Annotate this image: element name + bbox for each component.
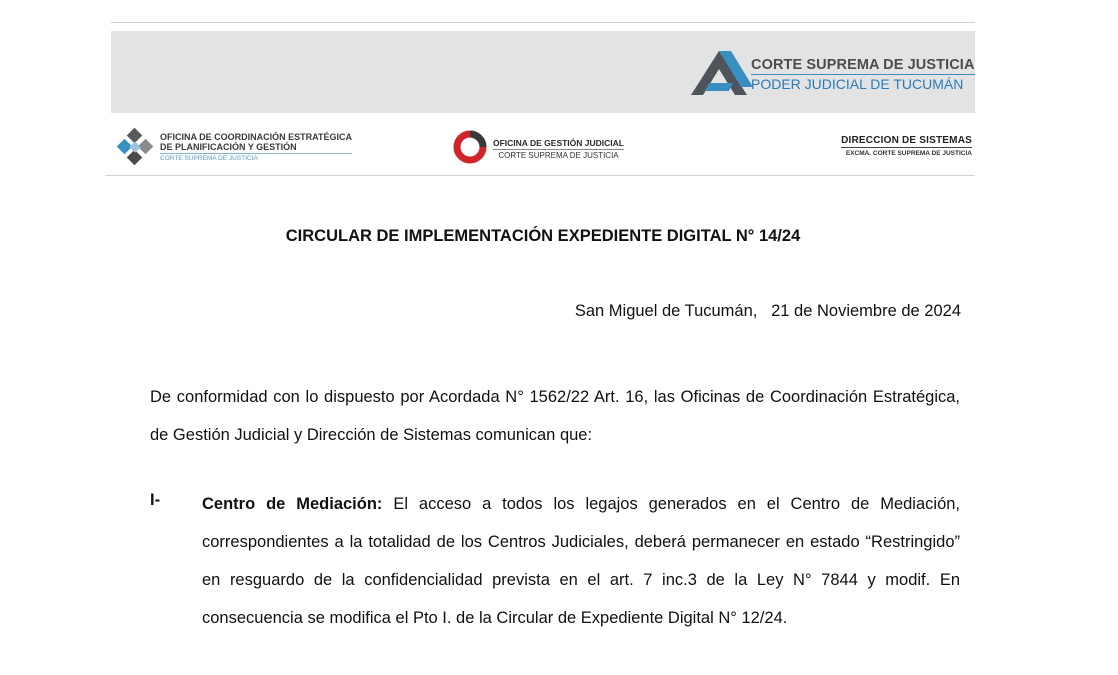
header-bottom-rule — [105, 175, 975, 176]
court-name: CORTE SUPREMA DE JUSTICIA — [751, 57, 975, 73]
item-marker: I- — [150, 491, 161, 509]
corte-suprema-logo-icon — [689, 45, 753, 99]
ocepg-subtitle: CORTE SUPREMA DE JUSTICIA — [160, 153, 352, 164]
intro-paragraph: De conformidad con lo dispuesto por Acordada N° 1562/22 Art. 16, las Oficinas de Coordinación Estratégica, de Gestión Judicial y Dirección de Sistemas comunican que: — [150, 388, 960, 444]
header-top-rule — [111, 22, 975, 23]
item-heading: Centro de Mediación: — [202, 495, 383, 513]
ds-name: DIRECCION DE SISTEMAS — [841, 135, 972, 146]
document-title: CIRCULAR DE IMPLEMENTACIÓN EXPEDIENTE DIGITAL N° 14/24 — [285, 227, 801, 245]
ogj-ring-icon — [452, 129, 488, 165]
ogj-subtitle: CORTE SUPREMA DE JUSTICIA — [498, 151, 619, 160]
ocepg-puzzle-icon — [116, 128, 154, 166]
ocepg-name-line2: DE PLANIFICACIÓN Y GESTIÓN — [160, 142, 297, 152]
item-paragraph — [202, 485, 960, 637]
court-subtitle: PODER JUDICIAL DE TUCUMÁN — [751, 76, 964, 92]
item-text: El acceso a todos los legajos generados en el Centro de Mediación, correspondientes a la totalidad de los Centros Judiciales, deberá permanecer en estado “Restringido” en resguardo de la confidencialidad prevista en el art. 7 inc.3 de la Ley N° 7844 y modif. En consecuencia se modifica el Pto I. de la Circular de Expediente Digital N° 12/24. — [202, 495, 961, 627]
date-line: San Miguel de Tucumán, 21 de Noviembre de 2024 — [574, 302, 961, 320]
ogj-name: OFICINA DE GESTIÓN JUDICIAL — [493, 138, 624, 148]
ds-subtitle: EXCMA. CORTE SUPREMA DE JUSTICIA — [845, 150, 972, 157]
office-logos-row — [105, 118, 975, 174]
ocepg-name-line1: OFICINA DE COORDINACIÓN ESTRATÉGICA — [160, 132, 353, 142]
court-banner — [111, 31, 975, 113]
